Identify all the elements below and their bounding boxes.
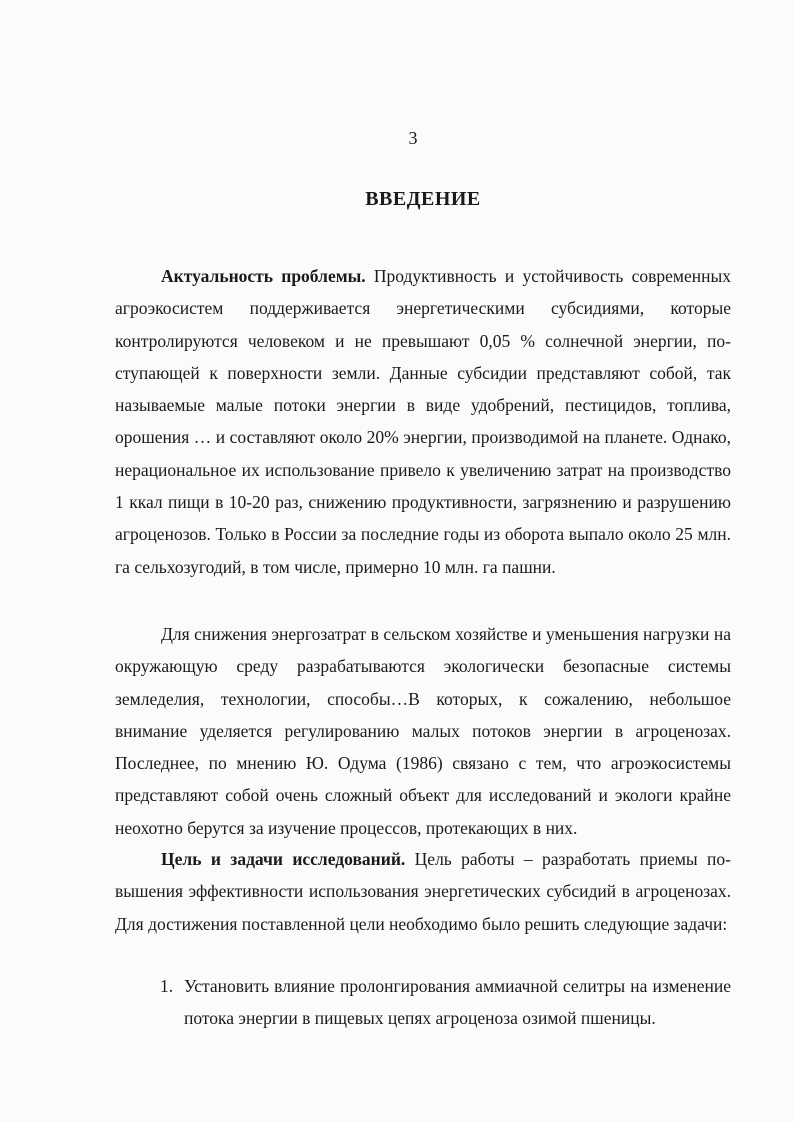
paragraph-energy	[115, 618, 731, 844]
paragraph-lead-goals: Цель и задачи исследований.	[161, 849, 406, 869]
list-item-text: Установить влияние пролонгирования аммиачной селитры на изменение потока энергии в пищевых цепях агроценоза озимой пшеницы.	[184, 976, 731, 1029]
task-list	[160, 970, 731, 1035]
section-heading: ВВЕДЕНИЕ	[365, 188, 481, 210]
page-number: 3	[408, 128, 418, 148]
paragraph-text-energy: Для снижения энергозатрат в сельском хозяйстве и уменьшения нагрузки на окружающую среду разрабатываются экологически безопасные системы земледелия, технологии, способы…В которых, к сожалению, небольшое внимание уделяется регулированию малых потоков энергии в агроценозах. Последнее, по мнению Ю. Одума (1986) связано с тем, что агроэкосистемы представляют собой очень сложный объект для исследований и экологи крайне неохотно берутся за изучение процессов, протекающих в них.	[115, 624, 731, 838]
list-item-number: 1.	[160, 976, 174, 996]
paragraph-text-relevance: Продуктивность и устойчивость современных агроэкосистем поддерживается энергетическими субсидиями, которые контролируются человеком и не превышают 0,05 % солнечной энергии, поступающей к поверхности земли. Данные субсидии представляют собой, так называемые малые потоки энергии в виде удобрений, пестицидов, топлива, орошения … и составляют около 20% энергии, производимой на планете. Однако, нерациональное их использование привело к увеличению затрат на производство 1 ккал пищи в 10-20 раз, снижению продуктивности, загрязнению и разрушению агроценозов. Только в России за последние годы из оборота выпало около 25 млн. га сельхозугодий, в том числе, примерно 10 млн. га пашни.	[115, 266, 731, 577]
list-item	[160, 970, 731, 1035]
paragraph-goals	[115, 843, 731, 940]
paragraph-relevance	[115, 260, 731, 583]
paragraph-text-goals: Цель работы – разработать приемы повышения эффективности использования энергетических субсидий в агроценозах. Для достижения поставленной цели необходимо было решить следующие задачи:	[115, 849, 731, 934]
paragraph-lead-relevance: Актуальность проблемы.	[161, 266, 366, 286]
